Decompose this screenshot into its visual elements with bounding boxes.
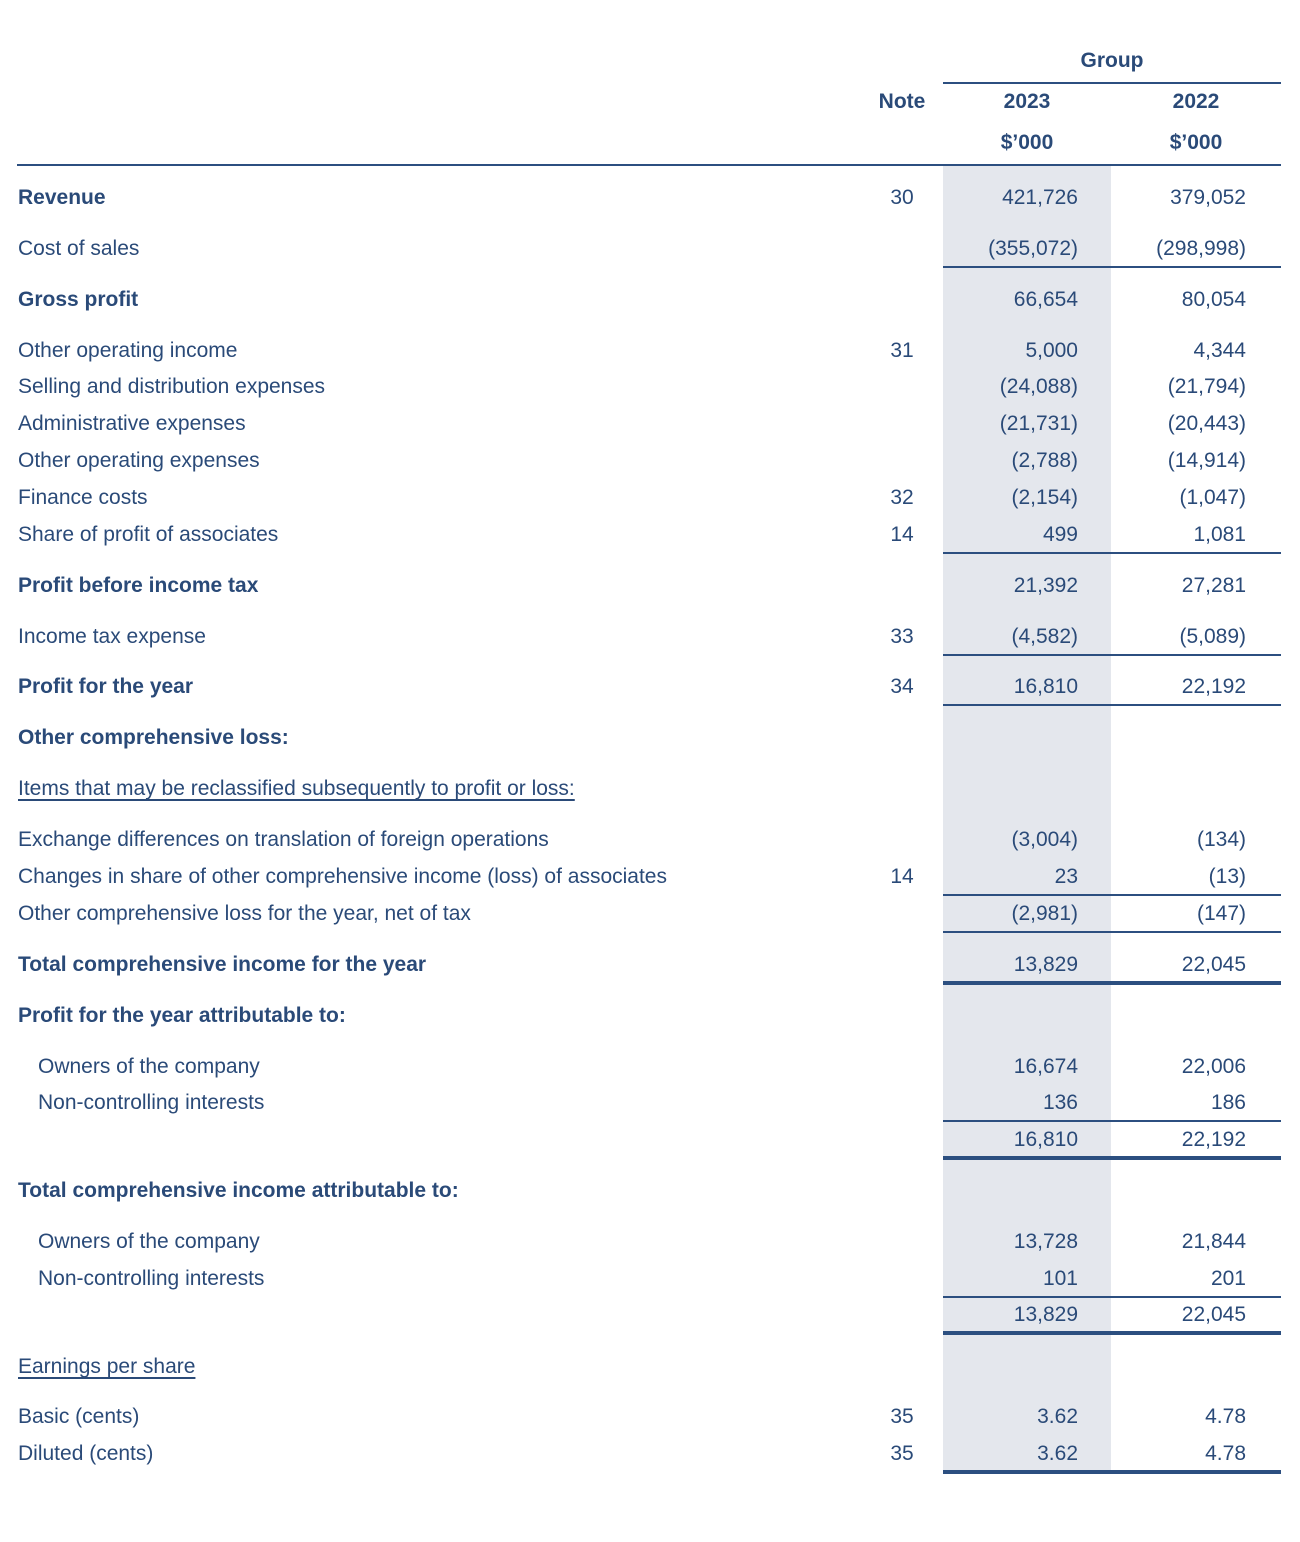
- row-note: 14: [890, 865, 914, 888]
- value-2022: (14,914): [1167, 449, 1246, 472]
- value-2022: (13): [1208, 865, 1246, 888]
- value-2023: 23: [1054, 865, 1078, 888]
- value-2023: 101: [1042, 1267, 1078, 1290]
- note-column-heading: Note: [878, 90, 926, 113]
- row-label: Other operating income: [18, 339, 238, 362]
- value-2022: 80,054: [1181, 288, 1246, 311]
- row-label: Earnings per share: [18, 1355, 196, 1378]
- row-label: Owners of the company: [38, 1055, 260, 1078]
- row-note: 32: [890, 486, 914, 509]
- row-label: Total comprehensive income for the year: [18, 953, 427, 976]
- value-2022: 22,006: [1181, 1055, 1246, 1078]
- subtotal-rule: [943, 552, 1281, 554]
- value-2022: 22,045: [1181, 1303, 1246, 1326]
- value-2023: 3.62: [1037, 1442, 1078, 1465]
- row-label: Other comprehensive loss for the year, net of tax: [18, 902, 471, 925]
- row-label: Owners of the company: [38, 1230, 260, 1253]
- value-2022: (5,089): [1179, 625, 1246, 648]
- row-label: Income tax expense: [18, 625, 206, 648]
- year-2022-heading: 2022: [1172, 90, 1220, 113]
- value-2022: (134): [1196, 828, 1246, 851]
- row-label: Profit before income tax: [18, 574, 259, 597]
- row-note: 31: [890, 339, 914, 362]
- row-note: 34: [890, 675, 914, 698]
- value-2023: 13,829: [1013, 1303, 1078, 1326]
- value-2022: (1,047): [1179, 486, 1246, 509]
- unit-2023-heading: $’000: [1000, 131, 1054, 154]
- row-label: Other comprehensive loss:: [18, 726, 289, 749]
- value-2022: 4,344: [1193, 339, 1246, 362]
- group-column-heading: Group: [1080, 49, 1144, 72]
- value-2023: (2,981): [1011, 902, 1078, 925]
- subtotal-rule: [943, 654, 1281, 656]
- value-2023: (4,582): [1011, 625, 1078, 648]
- subtotal-rule: [943, 1120, 1281, 1122]
- value-2023: 13,829: [1013, 953, 1078, 976]
- row-label: Share of profit of associates: [18, 523, 279, 546]
- value-2022: 27,281: [1181, 574, 1246, 597]
- row-label: Cost of sales: [18, 237, 140, 260]
- subtotal-rule: [943, 894, 1281, 896]
- value-2023: 21,392: [1013, 574, 1078, 597]
- header-bottom-rule: [17, 164, 1281, 166]
- total-double-rule: [943, 1470, 1281, 1474]
- row-label: Basic (cents): [18, 1405, 140, 1428]
- row-note: 33: [890, 625, 914, 648]
- value-2022: 22,192: [1181, 1128, 1246, 1151]
- row-note: 30: [890, 186, 914, 209]
- total-double-rule: [943, 981, 1281, 985]
- year-2023-heading: 2023: [1003, 90, 1051, 113]
- row-label: Profit for the year attributable to:: [18, 1004, 346, 1027]
- row-label: Profit for the year: [18, 675, 194, 698]
- value-2022: 21,844: [1181, 1230, 1246, 1253]
- row-label: Changes in share of other comprehensive income (loss) of associates: [18, 865, 667, 888]
- value-2022: 1,081: [1193, 523, 1246, 546]
- value-2022: 186: [1210, 1091, 1246, 1114]
- value-2022: (298,998): [1156, 237, 1246, 260]
- value-2023: 16,674: [1013, 1055, 1078, 1078]
- value-2023: (2,788): [1011, 449, 1078, 472]
- total-double-rule: [943, 1156, 1281, 1160]
- subtotal-rule: [943, 1296, 1281, 1298]
- subtotal-rule: [943, 266, 1281, 268]
- value-2023: 5,000: [1025, 339, 1078, 362]
- value-2023: (355,072): [988, 237, 1078, 260]
- value-2022: 4.78: [1205, 1442, 1246, 1465]
- row-label: Other operating expenses: [18, 449, 260, 472]
- row-label: Non-controlling interests: [38, 1267, 265, 1290]
- subtotal-rule: [943, 704, 1281, 706]
- value-2022: (21,794): [1167, 375, 1246, 398]
- value-2023: 66,654: [1013, 288, 1078, 311]
- row-label: Non-controlling interests: [38, 1091, 265, 1114]
- value-2023: 136: [1042, 1091, 1078, 1114]
- row-label: Selling and distribution expenses: [18, 375, 326, 398]
- row-note: 35: [890, 1405, 914, 1428]
- value-2022: 22,192: [1181, 675, 1246, 698]
- value-2022: 22,045: [1181, 953, 1246, 976]
- value-2023: 16,810: [1013, 675, 1078, 698]
- subtotal-rule: [943, 931, 1281, 933]
- value-2022: 201: [1210, 1267, 1246, 1290]
- value-2023: 421,726: [1002, 186, 1078, 209]
- row-label: Administrative expenses: [18, 412, 246, 435]
- value-2022: (147): [1196, 902, 1246, 925]
- value-2023: 16,810: [1013, 1128, 1078, 1151]
- row-label: Revenue: [18, 186, 106, 209]
- value-2023: (3,004): [1011, 828, 1078, 851]
- row-label: Exchange differences on translation of foreign operations: [18, 828, 549, 851]
- value-2023: 499: [1042, 523, 1078, 546]
- row-note: 14: [890, 523, 914, 546]
- value-2023: (2,154): [1011, 486, 1078, 509]
- value-2022: (20,443): [1167, 412, 1246, 435]
- value-2023: 13,728: [1013, 1230, 1078, 1253]
- unit-2022-heading: $’000: [1169, 131, 1223, 154]
- total-double-rule: [943, 1331, 1281, 1335]
- value-2022: 4.78: [1205, 1405, 1246, 1428]
- row-label: Items that may be reclassified subsequently to profit or loss:: [18, 777, 575, 800]
- row-label: Finance costs: [18, 486, 148, 509]
- value-2023: 3.62: [1037, 1405, 1078, 1428]
- value-2022: 379,052: [1170, 186, 1246, 209]
- group-heading-rule: [943, 82, 1281, 84]
- row-label: Total comprehensive income attributable to:: [18, 1179, 459, 1202]
- row-note: 35: [890, 1442, 914, 1465]
- row-label: Diluted (cents): [18, 1442, 154, 1465]
- row-label: Gross profit: [18, 288, 139, 311]
- value-2023: (24,088): [999, 375, 1078, 398]
- value-2023: (21,731): [999, 412, 1078, 435]
